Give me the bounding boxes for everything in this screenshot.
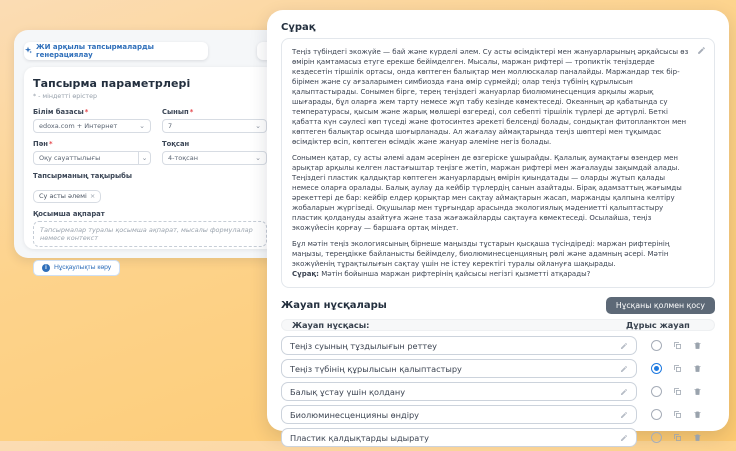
grade-label: Сынып*	[162, 108, 194, 116]
chevron-down-icon: ⌄	[255, 153, 261, 162]
topic-label: Тапсырманың тақырыбы	[33, 172, 132, 180]
edit-question-icon[interactable]	[697, 46, 706, 58]
correct-answer-radio[interactable]	[651, 409, 662, 420]
edit-option-icon[interactable]	[620, 434, 628, 442]
knowledge-base-select[interactable]: edoxa.com + Интернет ⌄	[33, 119, 151, 133]
term-label: Тоқсан	[162, 140, 190, 148]
ai-generate-button[interactable]	[24, 42, 208, 60]
delete-option-icon[interactable]	[693, 341, 702, 350]
answer-options-list	[281, 336, 715, 451]
duplicate-option-icon[interactable]	[673, 364, 682, 373]
answer-option-text: Балық ұстау үшін қолдану	[290, 386, 406, 397]
knowledge-base-label: Білім базасы*	[33, 108, 89, 116]
answer-option-input[interactable]	[281, 405, 637, 424]
chevron-down-icon: ⌄	[255, 121, 261, 130]
chevron-down-icon: ⌄	[139, 121, 145, 130]
answer-option-row	[281, 405, 715, 424]
edit-option-icon[interactable]	[620, 342, 628, 350]
question-paragraph: Сонымен қатар, су асты әлемі адам әсерінен де өзгеріске ұшырайды. Қалалық аумақтағы өзендер мен арықтар арқылы келген ластағыштар теңізге жетіп, маржан рифтері мен жағалауды зақымдай алады. Теңіздегі пластик қалдықтар көптеген жануарлардың өмірін қиындатады — оларды жұтып қалады немесе оларға оралады. Балық аулау да кейбір түрлердің санын азайтады. Бірақ адамзаттың жағымды әрекеттері де бар: кейбір елдер қорықтар мен сақтау аймақтарын жасап, маржанды қалпына келтіру жобаларын жүргізеді. Оқушылар мен тұрғындар арасында экологиялық мәдениетті қалыптастыру пластик қолдануды азайтуға және таза жағажайларды сақтауға көмектеседі. Осылайша, теңіз экожүйесін қорғау — баршаға ортақ міндет.	[292, 154, 682, 232]
answer-option-input[interactable]	[281, 428, 637, 447]
subject-select[interactable]: Оқу сауаттылығы ⌄	[33, 151, 151, 165]
answer-option-row	[281, 336, 715, 355]
column-correct-label: Дұрыс жауап	[626, 320, 690, 330]
answers-section-title: Жауап нұсқалары	[281, 300, 387, 311]
answer-option-text: Теңіз суының тұздылығын реттеу	[290, 340, 438, 351]
delete-option-icon[interactable]	[693, 364, 702, 373]
edit-option-icon[interactable]	[620, 365, 628, 373]
question-paragraphs	[292, 47, 690, 269]
info-icon: i	[42, 264, 50, 272]
final-question-line: Сұрақ: Мәтін бойынша маржан рифтерінің қайсысы негізгі қызметті атқарады?	[292, 270, 591, 278]
answer-option-text: Теңіз түбінің құрылысын қалыптастыру	[290, 363, 462, 374]
question-section-title: Сұрақ	[281, 22, 316, 33]
correct-answer-radio[interactable]	[651, 340, 662, 351]
answer-option-text: Пластик қалдықтарды ыдырату	[290, 432, 429, 443]
ai-generate-label: ЖИ арқылы тапсырмаларды генерациялау	[36, 43, 154, 59]
delete-option-icon[interactable]	[693, 433, 702, 442]
answer-option-input[interactable]	[281, 336, 637, 355]
question-paragraph: Теңіз түбіндегі экожүйе — бай және күрделі әлем. Су асты өсімдіктері мен жануарларының әрқайсысы өз өмірін қамтамасыз етуге ерекше бейімделген. Мысалы, маржан рифтері — тропиктік теңіздерде кездесетін тіршілік ортасы, онда көптеген балықтар мен моллюскалар паналайды. Маржандар тек бір-бірімен және су ағзаларымен симбиозда ғана өмір сүрмейді; олар теңіз түбінің құрылысын қалыптастырады. Сонымен бірге, терең теңіздегі жануарлар биолюминесценция арқылы жарық шығарады, бұл оларға жем тарту немесе жұп табу кезінде көмектеседі. Океанның әр қабатында су температурасы, қысым және жарық мөлшері өзгереді, сол себепті тіршілік түрлері де әртүрлі. Беткі қабатта күн сәулесі көп түседі және фотосинтез әрекеті белсенді болады, сондықтан фитопланктон мен көптеген балықтар осында шоғырланады. Ал жағалау аймақтарында теңіз шөптері мен тұқымдас өсімдіктер өсіп, көптеген өсімдік және жануар әлеміне негіз болады.	[292, 48, 689, 146]
correct-answer-radio[interactable]	[651, 363, 662, 374]
panel-title: Тапсырма параметрлері	[33, 77, 191, 90]
duplicate-option-icon[interactable]	[673, 410, 682, 419]
question-paragraph: Бұл мәтін теңіз экологиясының бірнеше маңызды тұстарын қысқаша түсіндіреді: маржан рифтерінің маңызы, тереңдікке байланысты бейімделу, биолюминесценцияның рөлі және адамның әсері. Мәтін экожүйенің тұрақтылығын сақтау үшін не істеу керектігі туралы ойлануға шақырады.	[292, 240, 670, 268]
duplicate-option-icon[interactable]	[673, 433, 682, 442]
extra-info-label: Қосымша ақпарат	[33, 209, 105, 218]
answer-option-row	[281, 428, 715, 447]
edit-option-icon[interactable]	[620, 411, 628, 419]
answer-option-row	[281, 382, 715, 401]
answers-column-header	[281, 319, 715, 331]
answer-option-text: Биолюминесценцияны өндіру	[290, 409, 420, 420]
topic-tag[interactable]: Су асты әлемі ×	[33, 190, 101, 203]
subject-label: Пән*	[33, 140, 53, 148]
correct-answer-radio[interactable]	[651, 386, 662, 397]
duplicate-option-icon[interactable]	[673, 341, 682, 350]
task-parameters-card	[24, 67, 276, 271]
delete-option-icon[interactable]	[693, 410, 702, 419]
answer-option-row	[281, 359, 715, 378]
sparkles-icon	[24, 46, 32, 56]
required-fields-note: * - міндетті өрістер	[33, 93, 97, 100]
column-option-label: Жауап нұсқасы:	[292, 320, 370, 330]
question-editor-panel	[267, 10, 729, 443]
answer-option-input[interactable]	[281, 359, 637, 378]
view-instruction-button[interactable]: i Нұсқаулықты көру	[33, 260, 120, 276]
grade-select[interactable]: 7 ⌄	[162, 119, 267, 133]
task-parameters-panel	[14, 30, 282, 271]
answer-option-input[interactable]	[281, 382, 637, 401]
edit-option-icon[interactable]	[620, 388, 628, 396]
add-option-button[interactable]: Нұсқаны қолмен қосу	[606, 297, 715, 314]
delete-option-icon[interactable]	[693, 387, 702, 396]
duplicate-option-icon[interactable]	[673, 387, 682, 396]
chevron-down-icon: ⌄	[138, 152, 150, 164]
remove-tag-icon[interactable]: ×	[89, 192, 96, 200]
term-select[interactable]: 4-тоқсан ⌄	[162, 151, 267, 165]
extra-info-textarea[interactable]	[33, 221, 267, 247]
question-text-box	[281, 38, 715, 288]
correct-answer-radio[interactable]	[651, 432, 662, 443]
